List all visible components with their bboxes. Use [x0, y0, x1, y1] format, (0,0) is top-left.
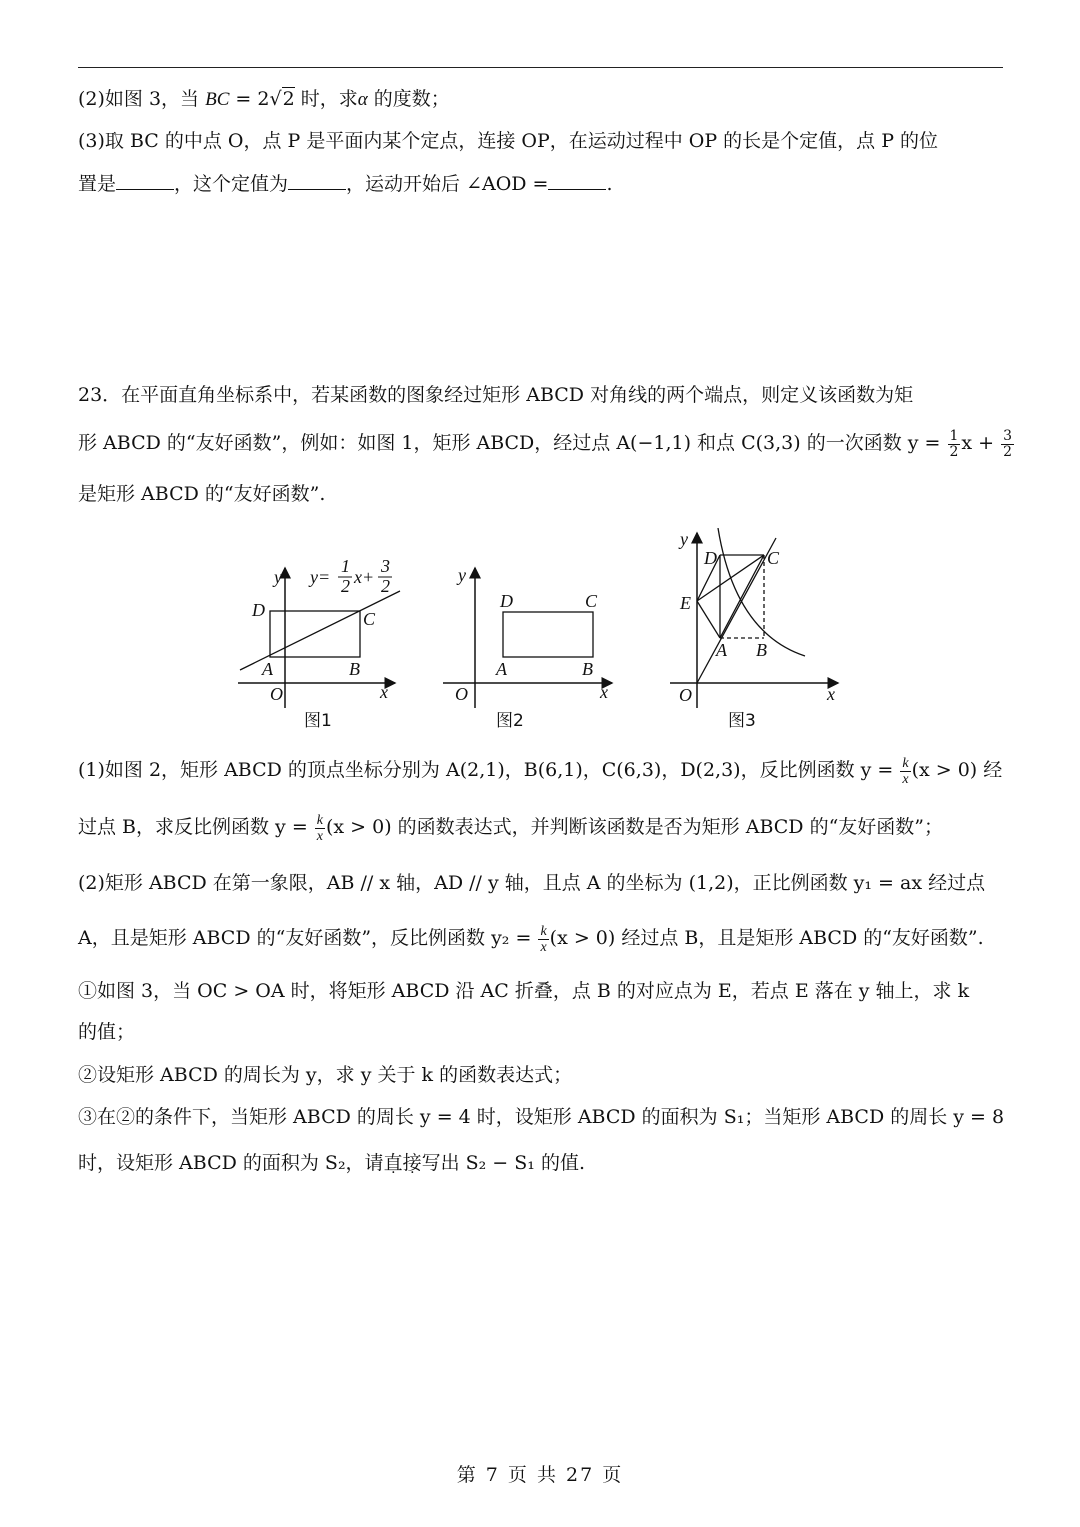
fig2-label-O: O: [455, 684, 468, 704]
fraction-three-halves: $\frac{3}{2}$: [1003, 427, 1013, 460]
fraction-one-half: $\frac{1}{2}$: [949, 427, 959, 460]
fig2-label-D: D: [500, 591, 513, 611]
q23-part1-line2: 过点 B，求反比例函数 y = $\frac{k}{x}$ (x > 0) 的函数表达式，并判断该函数是否为矩形 ABCD 的“友好函数”；: [78, 812, 943, 844]
fig2-label-B: B: [582, 659, 593, 679]
fig1-y-label: y: [274, 567, 282, 587]
fig3-label-A: A: [716, 640, 727, 660]
q22-part2: (2)如图 3，当 BC = 2√2 时，求α 的度数；: [78, 88, 450, 110]
fig2-label-A: A: [496, 659, 507, 679]
q23-intro-line3: 是矩形 ABCD 的“友好函数”.: [78, 483, 326, 505]
fraction-k-over-x: $\frac{k}{x}$: [316, 812, 324, 844]
q22-part3-line2: 置是 ，这个定值为 ，运动开始后 ∠AOD = .: [78, 173, 613, 195]
q23-part2-line2: A，且是矩形 ABCD 的“友好函数”，反比例函数 y₂ = $\frac{k}{x}$ (x > 0) 经过点 B，且是矩形 ABCD 的“友好函数”.: [78, 923, 984, 955]
q23-intro-line1: 23．在平面直角坐标系中，若某函数的图象经过矩形 ABCD 对角线的两个端点，则定义该函数为矩: [78, 384, 914, 406]
fig3-hyperbola: [718, 528, 805, 656]
q22-part3-line1: (3)取 BC 的中点 O，点 P 是平面内某个定点，连接 OP，在运动过程中 OP 的长是个定值，点 P 的位: [78, 130, 939, 152]
fig1-label-O: O: [270, 684, 283, 704]
fig2-caption: 图2: [496, 711, 524, 728]
fig1-eq-y: y=: [310, 567, 331, 587]
fig3-label-O: O: [679, 685, 692, 705]
fig2-rectangle: [503, 612, 593, 657]
fig1-label-D: D: [252, 600, 265, 620]
answer-blank-position[interactable]: [116, 171, 174, 190]
fig1-label-A: A: [262, 659, 273, 679]
figure-1: [238, 556, 400, 728]
q23-sub3-line2: 时，设矩形 ABCD 的面积为 S₂，请直接写出 S₂ − S₁ 的值.: [78, 1152, 585, 1174]
fig3-label-C: C: [767, 548, 780, 568]
answer-blank-angle[interactable]: [548, 171, 606, 190]
q23-part2-line1: (2)矩形 ABCD 在第一象限，AB // x 轴，AD // y 轴，且点 A 的坐标为 (1,2)，正比例函数 y₁ = ax 经过点: [78, 872, 986, 894]
fig2-x-label: x: [600, 682, 608, 702]
fig1-x-label: x: [380, 682, 388, 702]
figures-row: [230, 528, 850, 728]
fig3-label-B: B: [756, 640, 767, 660]
fig3-caption: 图3: [728, 711, 756, 728]
q23-sub1-line2: 的值；: [78, 1021, 136, 1043]
answer-blank-value[interactable]: [288, 171, 346, 190]
fig1-label-C: C: [363, 609, 376, 629]
q23-sub2: ②设矩形 ABCD 的周长为 y，求 y 关于 k 的函数表达式；: [78, 1064, 573, 1086]
page-footer: 第 7 页 共 27 页: [456, 1464, 624, 1486]
fig3-y-label: y: [680, 529, 688, 549]
fig2-y-label: y: [458, 565, 466, 585]
header-rule: [78, 67, 1003, 68]
figure-2: [443, 565, 612, 728]
fig2-label-C: C: [585, 591, 598, 611]
fig1-eq-d2: 2: [381, 576, 390, 596]
fig3-x-label: x: [827, 684, 835, 704]
fig1-eq-d1: 2: [341, 576, 350, 596]
fig3-label-D: D: [704, 548, 717, 568]
fig3-label-E: E: [680, 593, 691, 613]
q23-part1-line1: (1)如图 2，矩形 ABCD 的顶点坐标分别为 A(2,1)，B(6,1)，C(6,3)，D(2,3)，反比例函数 y = $\frac{k}{x}$ (x > 0) 经: [78, 755, 1003, 787]
fig3-segment-EA: [697, 601, 720, 638]
fig1-label-B: B: [349, 659, 360, 679]
figures-svg: [230, 528, 850, 728]
q23-intro-line2: 形 ABCD 的“友好函数”，例如：如图 1，矩形 ABCD，经过点 A(−1,1) 和点 C(3,3) 的一次函数 y = $\frac{1}{2}$ x + $\frac{3}{2}$: [78, 427, 1013, 460]
fig1-caption: 图1: [304, 711, 332, 728]
figure-3: [670, 528, 838, 728]
fig1-eq-n1: 1: [341, 556, 350, 576]
fig1-eq-x: x+: [354, 567, 375, 587]
q23-sub1-line1: ①如图 3，当 OC > OA 时，将矩形 ABCD 沿 AC 折叠，点 B 的对应点为 E，若点 E 落在 y 轴上，求 k: [78, 980, 970, 1002]
q23-sub3-line1: ③在②的条件下，当矩形 ABCD 的周长 y = 4 时，设矩形 ABCD 的面积为 S₁；当矩形 ABCD 的周长 y = 8: [78, 1106, 1005, 1128]
fraction-k-over-x: $\frac{k}{x}$: [902, 755, 909, 787]
fig1-eq-n2: 3: [381, 556, 390, 576]
fraction-k-over-x: $\frac{k}{x}$: [540, 923, 547, 955]
